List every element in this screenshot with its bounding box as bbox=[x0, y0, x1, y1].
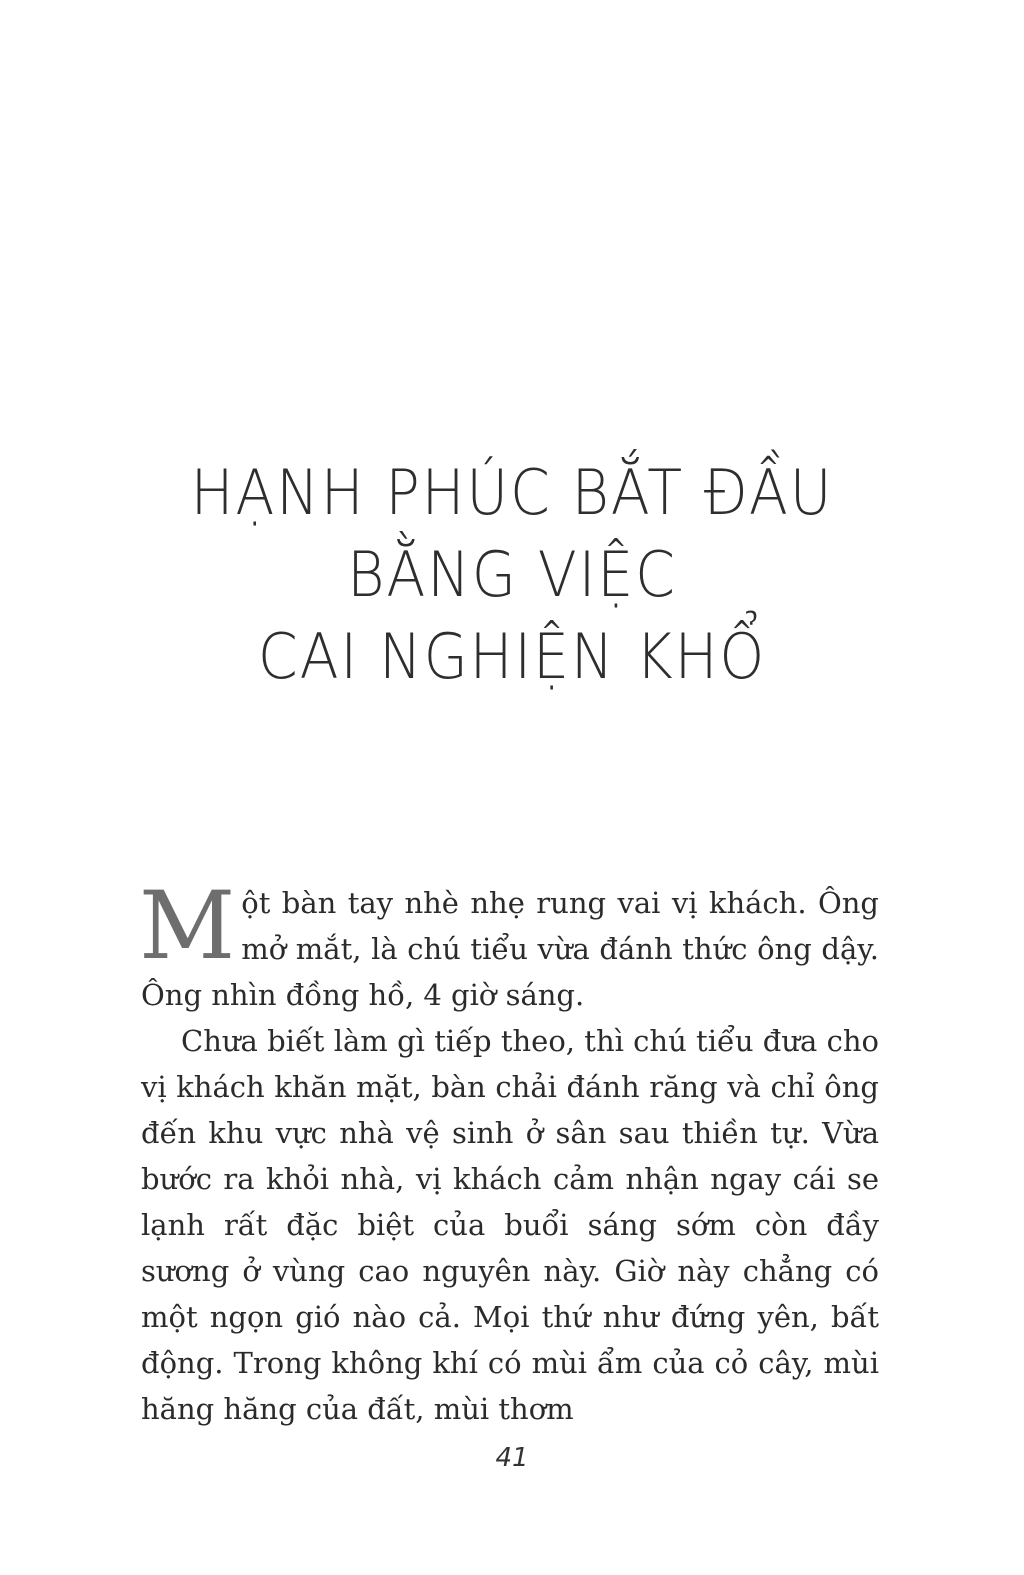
drop-cap: M bbox=[139, 872, 236, 981]
paragraph-1-text: ột bàn tay nhè nhẹ rung vai vị khách. Ông mở mắt, là chú tiểu vừa đánh thức ông dậy. Ông nhìn đồng hồ, 4 giờ sáng. bbox=[141, 886, 879, 1012]
chapter-title-line-2: BẰNG VIỆC bbox=[347, 537, 677, 611]
page-number: 41 bbox=[495, 1443, 529, 1473]
chapter-title bbox=[0, 452, 1024, 698]
paragraph-1 bbox=[139, 872, 879, 1018]
chapter-title-line-1: HẠNH PHÚC BẮT ĐẦU bbox=[190, 455, 834, 529]
paragraph-2: Chưa biết làm gì tiếp theo, thì chú tiểu đưa cho vị khách khăn mặt, bàn chải đánh răng và chỉ ông đến khu vực nhà vệ sinh ở sân sau thiền tự. Vừa bước ra khỏi nhà, vị khách cảm nhận ngay cái se lạnh rất đặc biệt của buổi sáng sớm còn đầy sương ở vùng cao nguyên này. Giờ này chẳng có một ngọn gió nào cả. Mọi thứ như đứng yên, bất động. Trong không khí có mùi ẩm của cỏ cây, mùi hăng hăng của đất, mùi thơm bbox=[141, 1024, 879, 1426]
body-text bbox=[139, 872, 879, 1432]
chapter-title-line-3: CAI NGHIỆN KHỔ bbox=[257, 619, 767, 693]
